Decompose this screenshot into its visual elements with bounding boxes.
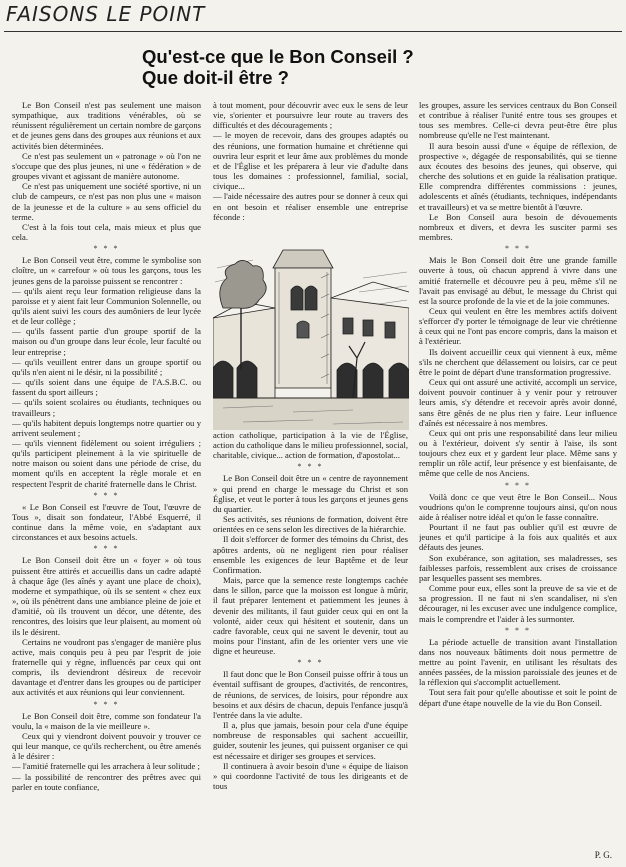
- column-3: [419, 100, 617, 865]
- paragraph: C'est à la fois tout cela, mais mieux et plus que cela.: [12, 221, 201, 243]
- column-2-top: [213, 100, 408, 246]
- paragraph: Ce n'est pas seulement un « patronage » où l'on ne s'occupe que des plus jeunes, ni une « fédération » de groupes vivant et agissant de manière autonome.: [12, 150, 201, 182]
- paragraph: les groupes, assure les services centraux du Bon Conseil et contribue à réaliser l'unité entre tous ses groupes et tous ses membres. Celle-ci devra peut-être être plus nombreuse qu'elle ne l'est maintenant.: [419, 100, 617, 141]
- paragraph: Ceux qui y viendront doivent pouvoir y trouver ce qui leur manque, ce qu'ils recherchent, ou être amenés à le désirer :: [12, 730, 201, 762]
- section-kicker: FAISONS LE POINT: [6, 2, 206, 26]
- paragraph: Ce n'est pas uniquement une société sportive, ni un club de campeurs, ce n'est pas non plus une « maison de la jeunesse et de la culture » au sens officiel du terme.: [12, 181, 201, 222]
- paragraph: « Le Bon Conseil est l'œuvre de Tout, l'œuvre de Tous », disait son fondateur, l'Abbé Esquerré, il continue dans la même voie, en s'adaptant aux circonstances et aux besoins actuels.: [12, 501, 201, 543]
- paragraph: action catholique, participation à la vie de l'Église, action du catholique dans le milieu professionnel, social, charitable, civique... action de formation, d'apostolat...: [213, 430, 408, 461]
- author-signature: P. G.: [594, 850, 612, 860]
- paragraph: Pourtant il ne faut pas oublier qu'il est œuvre de jeunes et qu'il participe à la fois aux qualités et aux défauts des jeunes.: [419, 522, 617, 553]
- section-separator: * * *: [93, 699, 120, 709]
- paragraph: Son exubérance, son agitation, ses maladresses, ses faiblesses parfois, ressemblent aux crises de croissance par lesquelles passent ses membres.: [419, 552, 617, 583]
- paragraph: Voilà donc ce que veut être le Bon Conseil... Nous voudrions qu'on le comprenne toujours ainsi, qu'on nous aide à réaliser notre idéal et qu'on le fasse connaître.: [419, 491, 617, 522]
- paragraph: Ses activités, ses réunions de formation, doivent être orientées en ce sens selon les directives de la hiérarchie.: [213, 514, 408, 535]
- paragraph: Le Bon Conseil doit être un « centre de rayonnement » qui prend en charge le message du Christ et son Église, et veut le porter à tous les garçons et jeunes gens du quartier.: [213, 473, 408, 514]
- section-separator: * * *: [505, 244, 531, 254]
- section-separator: * * *: [505, 480, 531, 490]
- paragraph: Ceux qui ont assuré une activité, accompli un service, doivent pouvoir continuer à y venir pour y retrouver leurs amis, s'y détendre et recevoir après avoir donné, sans être gênés de ne plus rien y faire. Leur influence d'aînés est nécessaire à nos membres.: [419, 377, 617, 428]
- list-item: — qu'ils habitent depuis longtemps notre quartier ou y arrivent seulement ;: [12, 417, 201, 438]
- section-separator: * * *: [93, 244, 120, 254]
- list-item: — qu'ils viennent fidèlement ou soient irréguliers ; qu'ils participent pleinement à la vie spirituelle de notre maison ou soient dans une période de crise, du moment qu'ils en acceptent la règle morale et en respectent l'esprit de charité fraternelle dans le Christ.: [12, 438, 201, 489]
- paragraph: Ils doivent accueillir ceux qui viennent à eux, même s'ils ne cherchent que délassement ou loisirs, car ce peut être le point de départ d'une transformation progressive.: [419, 346, 617, 377]
- headline-line-2: Que doit-il être ?: [142, 67, 289, 88]
- list-item: — qu'ils soient scolaires ou étudiants, techniques ou travailleurs ;: [12, 397, 201, 418]
- paragraph: Il doit s'efforcer de former des témoins du Christ, des apôtres ardents, où ne negligent rien pour réaliser ensemble les exigences de leur Baptême et de leur Confirmation.: [213, 534, 408, 575]
- paragraph: Le Bon Conseil n'est pas seulement une maison sympathique, aux traditions vénérables, où se réunissent régulièrement un certain nombre de garçons et de jeunes gens dans des groupes aux réunions et aux activités bien déterminées.: [12, 100, 201, 151]
- paragraph: Comme pour eux, elles sont la preuve de sa vie et de sa progression. Il ne faut ni s'en scandaliser, ni s'en décourager, ni les excuser avec une indulgence complice, mais le comprendre et l'aider à les surmonter.: [419, 583, 617, 624]
- section-separator: * * *: [505, 625, 531, 635]
- paragraph: Ceux qui veulent en être les membres actifs doivent s'efforcer d'y porter le témoignage de leur vie chrétienne à ceux qui ne l'ont pas encore compris, dans la maison et à l'extérieur.: [419, 305, 617, 347]
- column-1: [12, 100, 201, 865]
- paragraph: Il continuera à avoir besoin d'une « équipe de liaison » qui coordonne l'activité de tous les dirigeants et de tous: [213, 760, 408, 791]
- list-item: — qu'ils soient dans une équipe de l'A.S.B.C. ou fassent du sport ailleurs ;: [12, 377, 201, 398]
- section-separator: * * *: [93, 490, 120, 500]
- section-separator: * * *: [297, 658, 324, 668]
- section-separator: * * *: [93, 544, 120, 554]
- paragraph: Le Bon Conseil doit être, comme son fondateur l'a voulu, la « maison de la vie meilleure ».: [12, 710, 201, 731]
- paragraph: Il a, plus que jamais, besoin pour cela d'une équipe nombreuse de responsables qui sachent accueillir, guider, soutenir les jeunes, qui puissent organiser ce qui est nécessaire et diriger ses groupes et services.: [213, 720, 408, 761]
- paragraph: Certains ne voudront pas s'engager de manière plus active, mais conquis peu à peu par l'esprit de joie fraternelle qui y règne, influencés par ceux qui ont compris, ils deviendront désireux de recevoir davantage et d'entrer dans les groupes ou de participer aux activités et aux réunions qui leur conviennent.: [12, 636, 201, 698]
- paragraph: Il faut donc que le Bon Conseil puisse offrir à tous un éventail suffisant de groupes, d'activités, de rencontres, de réunions, de services, de loisirs, pour répondre aux besoins et aux désirs de chacun, depuis l'enfance jusqu'à l'entrée dans la vie adulte.: [213, 669, 408, 720]
- paragraph: Le Bon Conseil veut être, comme le symbolise son cloître, un « carrefour » où tous les garçons, tous les jeunes gens de la paroisse puissent se rencontrer :: [12, 255, 201, 286]
- paragraph: La période actuelle de transition avant l'installation dans nos nouveaux bâtiments doit nous permettre de mettre au point l'avenir, en utilisant les résultats des années passées, de la mission paroissiale des jeunes et de la réflexion qui s'accomplit actuellement.: [419, 636, 617, 688]
- section-separator: * * *: [297, 462, 324, 472]
- list-item: — la possibilité de rencontrer des prêtres avec qui parler en toute confiance,: [12, 771, 201, 792]
- list-item: — l'amitié fraternelle qui les arrachera à leur solitude ;: [12, 761, 200, 772]
- column-2-bottom: [213, 430, 408, 867]
- list-item: — qu'ils fassent partie d'un groupe sportif de la maison ou d'un groupe dans leur école, leur faculté ou leur entreprise ;: [12, 326, 201, 357]
- list-item: — qu'ils aient reçu leur formation religieuse dans la paroisse et y aient fait leur Communion Solennelle, ou qu'ils aient suivi les cours des aumôniers de leur lycée et de leur collège ;: [12, 285, 201, 327]
- list-item: — l'aide nécessaire des autres pour se donner à ceux qui en ont besoin et réaliser ensemble une entreprise féconde :: [213, 191, 408, 222]
- paragraph: Il aura besoin aussi d'une « équipe de réflexion, de prospective », dégagée de responsabilités, qui se tienne aux écoutes des besoins des jeunes, qui observe, qui cherche des solutions et en guide la réalisation pratique. Elle comprendra différentes commissions : jeunes, adolescents et aînés (étudiants, techniques, indépendants et travailleurs) et va se mettre bientôt à l'œuvre.: [419, 140, 617, 212]
- paragraph: Mais le Bon Conseil doit être une grande famille ouverte à tous, où chacun apprend à vivre dans une amitié fraternelle et découvre peu à peu, même s'il ne l'avait pas envisagé au début, le message du Christ qui est la source profonde de la vie et de la joie communes.: [419, 255, 617, 306]
- article-headline: [142, 46, 612, 88]
- paragraph: Ceux qui ont pris une responsabilité dans leur milieu ou à l'extérieur, doivent s'y sentir à l'aise, ils sont toujours chez eux et y gardent leur place. Même sans y remplir un rôle actif, leur présence y est bienfaisante, de même que celle de nos Anciens.: [419, 427, 617, 479]
- paragraph: Le Bon Conseil aura besoin de dévouements nombreux et divers, et devra les susciter parmi ses membres.: [419, 211, 617, 243]
- list-item: — qu'ils veuillent entrer dans un groupe sportif ou qu'ils n'en aient ni le désir, ni la possibilité ;: [12, 356, 201, 377]
- paragraph: Mais, parce que la semence reste longtemps cachée dans le sillon, parce que la moisson est longue à mûrir, il faut préparer lentement et patiemment les jeunes à devenir des militants, il faut guider ceux qui en ont la volonté, aider ceux qui hésitent et soutenir, dans un cadre favorable, ceux qui ne savent le devenir, tout au moins pour l'instant, afin de les orienter vers une vie digne et heureuse.: [213, 575, 408, 657]
- list-item: — le moyen de recevoir, dans des groupes adaptés ou des réunions, une formation humaine et chrétienne qui ouvrira leur esprit et leur âme aux problèmes du monde et de l'Église et les préparera à leur vie d'adulte dans tous les domaines : professionnel, familial, social, civique...: [213, 130, 408, 192]
- kicker-rule: [4, 31, 622, 32]
- cloister-illustration: [213, 238, 409, 430]
- paragraph: Tout sera fait pour qu'elle aboutisse et soit le point de départ d'une étape nouvelle de la vie du Bon Conseil.: [419, 687, 617, 708]
- paragraph: Le Bon Conseil doit être un « foyer » où tous puissent être attirés et accueillis dans un cadre adapté à chaque âge (les aînés y ayant une place de choix), moderne et sympathique, où ils se sentent « chez eux », où ils pénètrent dans une ambiance pleine de joie et d'amitié, où ils trouvent un décor, une détente, des rencontres, des loisirs que leur plaisent, au moment où ils le désirent.: [12, 555, 201, 637]
- paragraph: à tout moment, pour découvrir avec eux le sens de leur vie, s'orienter et poursuivre leur route au travers des difficultés et des découragements ;: [213, 100, 408, 131]
- headline-line-1: Qu'est-ce que le Bon Conseil ?: [142, 46, 414, 67]
